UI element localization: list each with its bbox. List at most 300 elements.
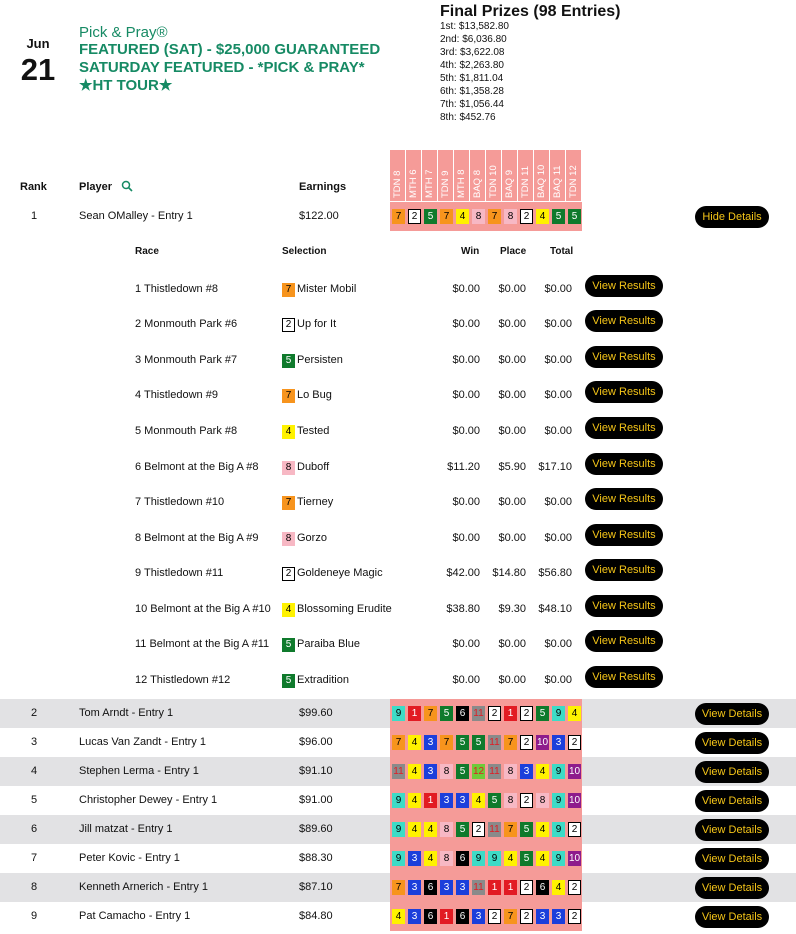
total-cell: $0.00: [544, 532, 572, 544]
pick-badge: 12: [473, 766, 485, 777]
pick-badge: 9: [392, 706, 405, 721]
place-cell: $0.00: [498, 638, 526, 650]
pick-badge: 2: [520, 909, 533, 924]
pick-badge: 4: [392, 909, 405, 924]
race-column-header: [502, 150, 518, 201]
pick-badge: 1: [408, 706, 421, 721]
hide-details-button[interactable]: Hide Details: [695, 206, 769, 228]
pick-badge: 11: [473, 708, 484, 719]
total-cell: $0.00: [544, 674, 572, 686]
pick-badge: 3: [408, 851, 421, 866]
picks-strip: [390, 699, 582, 728]
pick-badge: 9: [392, 851, 405, 866]
pick-badge: 3: [408, 909, 421, 924]
player-header: Player: [79, 181, 113, 193]
pick-badge: 7: [440, 735, 453, 750]
win-cell: $0.00: [452, 354, 480, 366]
event-title-line: FEATURED (SAT) - $25,000 GUARANTEED: [79, 41, 381, 58]
total-cell: $0.00: [544, 496, 572, 508]
pick-badge: 4: [408, 735, 421, 750]
horse-name: Paraiba Blue: [297, 638, 360, 650]
earnings-header: Earnings: [299, 181, 347, 193]
event-title: [79, 24, 419, 95]
event-month: Jun: [26, 36, 50, 51]
player-cell: Jill matzat - Entry 1: [79, 823, 173, 835]
race-column-label: BAQ 11: [552, 165, 563, 198]
place-header: Place: [500, 246, 527, 257]
race-column-header: [486, 150, 502, 201]
search-icon[interactable]: [121, 180, 133, 192]
prizes-heading: Final Prizes (98 Entries): [440, 3, 621, 20]
saddle-number: 4: [282, 425, 295, 439]
place-cell: $0.00: [498, 425, 526, 437]
pick-badge: 9: [552, 764, 565, 779]
view-details-button[interactable]: View Details: [695, 703, 769, 725]
win-header: Win: [461, 246, 480, 257]
event-title-line: SATURDAY FEATURED - *PICK & PRAY*: [79, 59, 365, 76]
pick-badge: 3: [456, 793, 469, 808]
pick-badge: 5: [536, 706, 549, 721]
prize-item: 7th: $1,056.44: [440, 99, 504, 110]
win-cell: $42.00: [446, 567, 480, 579]
view-results-button[interactable]: View Results: [585, 559, 663, 581]
picks-strip: [390, 902, 582, 931]
pick-badge: 3: [424, 735, 437, 750]
pick-badge: 3: [536, 909, 549, 924]
rank-cell: 3: [31, 736, 38, 748]
win-cell: $11.20: [447, 461, 480, 473]
race-column-label: MTH 7: [424, 169, 435, 198]
view-results-button[interactable]: View Results: [585, 417, 663, 439]
pick-badge: 2: [520, 706, 533, 721]
pick-badge: 4: [536, 822, 549, 837]
earnings-cell: $91.00: [299, 794, 333, 806]
race-column-label: MTH 8: [456, 169, 467, 198]
prize-item: 6th: $1,358.28: [440, 86, 504, 97]
place-cell: $0.00: [498, 674, 526, 686]
race-cell: 11 Belmont at the Big A #11: [135, 638, 270, 650]
pick-badge: 11: [489, 824, 500, 835]
horse-name: Up for It: [297, 318, 337, 330]
pick-badge: 7: [392, 880, 405, 895]
pick-badge: 1: [504, 706, 517, 721]
race-cell: 3 Monmouth Park #7: [135, 354, 238, 366]
pick-badge: 8: [472, 209, 485, 224]
selection-header: Selection: [282, 246, 327, 257]
saddle-number: 2: [282, 318, 295, 332]
pick-badge: 5: [456, 764, 469, 779]
table-row: [0, 202, 796, 231]
horse-name: Tested: [297, 425, 330, 437]
horse-name: Lo Bug: [297, 389, 332, 401]
race-column-header: [438, 150, 454, 201]
pick-badge: 7: [504, 735, 517, 750]
event-title-line: ★HT TOUR★: [79, 77, 173, 94]
race-cell: 1 Thistledown #8: [135, 283, 218, 295]
pick-badge: 4: [408, 822, 421, 837]
pick-badge: 8: [504, 209, 517, 224]
pick-badge: 2: [568, 735, 581, 750]
detail-row: [0, 557, 796, 592]
pick-badge: 2: [472, 822, 485, 837]
race-column-label: TDN 10: [488, 165, 499, 198]
view-results-button[interactable]: View Results: [585, 275, 663, 297]
pick-badge: 3: [408, 880, 421, 895]
place-cell: $9.30: [498, 603, 526, 615]
pick-badge: 10: [569, 795, 581, 806]
detail-row: [0, 451, 796, 486]
saddle-number: 5: [282, 638, 295, 652]
detail-row: [0, 486, 796, 521]
total-cell: $48.10: [538, 603, 572, 615]
pick-badge: 5: [520, 851, 533, 866]
place-cell: $0.00: [498, 389, 526, 401]
place-cell: $0.00: [498, 354, 526, 366]
view-results-button[interactable]: View Results: [585, 381, 663, 403]
detail-row: [0, 308, 796, 343]
pick-badge: 1: [424, 793, 437, 808]
race-column-header: [518, 150, 534, 201]
view-details-button[interactable]: View Details: [695, 732, 769, 754]
pick-badge: 9: [392, 822, 405, 837]
total-cell: $0.00: [544, 283, 572, 295]
pick-badge: 1: [440, 909, 453, 924]
player-cell: Sean OMalley - Entry 1: [79, 210, 193, 222]
detail-row: [0, 522, 796, 557]
race-column-label: TDN 9: [440, 170, 451, 198]
pick-badge: 1: [488, 880, 501, 895]
pick-badge: 1: [504, 880, 517, 895]
pick-badge: 7: [504, 909, 517, 924]
pick-badge: 8: [440, 764, 453, 779]
pick-badge: 9: [488, 851, 501, 866]
saddle-number: 8: [282, 532, 295, 546]
player-cell: Lucas Van Zandt - Entry 1: [79, 736, 206, 748]
race-column-label: TDN 11: [520, 165, 531, 198]
place-cell: $5.90: [498, 461, 526, 473]
race-cell: 10 Belmont at the Big A #10: [135, 603, 271, 615]
earnings-cell: $99.60: [299, 707, 333, 719]
detail-row: [0, 664, 796, 699]
view-details-button[interactable]: View Details: [695, 848, 769, 870]
win-cell: $0.00: [452, 283, 480, 295]
pick-badge: 4: [552, 880, 565, 895]
pick-badge: 3: [456, 880, 469, 895]
pick-badge: 9: [552, 822, 565, 837]
race-column-label: MTH 6: [408, 169, 419, 198]
pick-badge: 4: [456, 209, 469, 224]
horse-name: Gorzo: [297, 532, 327, 544]
total-cell: $0.00: [544, 389, 572, 401]
horse-name: Persisten: [297, 354, 343, 366]
pick-badge: 7: [424, 706, 437, 721]
pick-badge: 5: [456, 735, 469, 750]
win-cell: $38.80: [446, 603, 480, 615]
race-column-header: [422, 150, 438, 201]
rank-cell: 7: [31, 852, 38, 864]
pick-badge: 2: [488, 909, 501, 924]
pick-badge: 4: [504, 851, 517, 866]
total-cell: $0.00: [544, 638, 572, 650]
pick-badge: 7: [488, 209, 501, 224]
race-cell: 12 Thistledown #12: [135, 674, 231, 686]
view-results-button[interactable]: View Results: [585, 453, 663, 475]
pick-badge: 3: [440, 880, 453, 895]
race-cell: 4 Thistledown #9: [135, 389, 218, 401]
view-details-button[interactable]: View Details: [695, 761, 769, 783]
pick-badge: 5: [424, 209, 437, 224]
total-header: Total: [550, 246, 574, 257]
table-row: [0, 815, 796, 844]
pick-badge: 10: [537, 737, 549, 748]
total-cell: $0.00: [544, 425, 572, 437]
pick-badge: 4: [408, 764, 421, 779]
pick-badge: 2: [520, 880, 533, 895]
total-cell: $17.10: [538, 461, 572, 473]
view-details-button[interactable]: View Details: [695, 790, 769, 812]
pick-badge: 4: [536, 764, 549, 779]
race-column-header: [406, 150, 422, 201]
earnings-cell: $84.80: [299, 910, 333, 922]
earnings-cell: $88.30: [299, 852, 333, 864]
rank-cell: 8: [31, 881, 38, 893]
player-cell: Kenneth Arnerich - Entry 1: [79, 881, 209, 893]
pick-badge: 2: [568, 822, 581, 837]
pick-badge: 2: [568, 880, 581, 895]
event-date: [20, 36, 56, 87]
pick-badge: 2: [488, 706, 501, 721]
horse-name: Goldeneye Magic: [297, 567, 383, 579]
race-column-header: [566, 150, 582, 201]
pick-badge: 6: [456, 909, 469, 924]
pick-badge: 2: [520, 209, 533, 224]
saddle-number: 8: [282, 461, 295, 475]
picks-strip: [390, 757, 582, 786]
pick-badge: 6: [424, 880, 437, 895]
saddle-number: 7: [282, 389, 295, 403]
pick-badge: 4: [568, 706, 581, 721]
pick-badge: 9: [552, 706, 565, 721]
place-cell: $0.00: [498, 532, 526, 544]
table-row: [0, 786, 796, 815]
saddle-number: 5: [282, 354, 295, 368]
pick-badge: 9: [552, 793, 565, 808]
detail-row: [0, 379, 796, 414]
detail-row: [0, 273, 796, 308]
saddle-number: 7: [282, 283, 295, 297]
pick-badge: 2: [568, 909, 581, 924]
pick-badge: 6: [424, 909, 437, 924]
race-header: Race: [135, 246, 159, 257]
pick-badge: 6: [536, 880, 549, 895]
pick-badge: 5: [472, 735, 485, 750]
win-cell: $0.00: [452, 496, 480, 508]
view-results-button[interactable]: View Results: [585, 310, 663, 332]
table-row: [0, 757, 796, 786]
prize-item: 1st: $13,582.80: [440, 21, 509, 32]
pick-badge: 6: [456, 706, 469, 721]
horse-name: Duboff: [297, 461, 330, 473]
table-row: [0, 728, 796, 757]
race-cell: 7 Thistledown #10: [135, 496, 225, 508]
pick-badge: 3: [520, 764, 533, 779]
pick-badge: 7: [440, 209, 453, 224]
race-cell: 8 Belmont at the Big A #9: [135, 532, 259, 544]
view-results-button[interactable]: View Results: [585, 595, 663, 617]
table-row: [0, 844, 796, 873]
pick-badge: 10: [569, 853, 581, 864]
pick-badge: 7: [392, 735, 405, 750]
race-column-label: TDN 12: [568, 165, 579, 198]
pick-badge: 5: [488, 793, 501, 808]
pick-badge: 11: [393, 766, 404, 777]
win-cell: $0.00: [452, 674, 480, 686]
table-row: [0, 699, 796, 728]
view-results-button[interactable]: View Results: [585, 346, 663, 368]
race-column-header: [550, 150, 566, 201]
pick-badge: 5: [520, 822, 533, 837]
win-cell: $0.00: [452, 425, 480, 437]
pick-badge: 8: [504, 764, 517, 779]
pick-badge: 5: [568, 209, 581, 224]
picks-strip: [390, 202, 582, 231]
pick-badge: 7: [392, 209, 405, 224]
view-details-button[interactable]: View Details: [695, 906, 769, 928]
saddle-number: 7: [282, 496, 295, 510]
pick-badge: 4: [408, 793, 421, 808]
rank-cell: 4: [31, 765, 38, 777]
race-column-label: TDN 8: [392, 170, 403, 198]
pick-badge: 11: [473, 882, 484, 893]
pick-badge: 4: [536, 851, 549, 866]
detail-row: [0, 593, 796, 628]
prize-item: 8th: $452.76: [440, 112, 496, 123]
earnings-cell: $87.10: [299, 881, 333, 893]
total-cell: $56.80: [538, 567, 572, 579]
event-day: 21: [20, 52, 56, 87]
earnings-cell: $89.60: [299, 823, 333, 835]
race-column-headers: [390, 150, 582, 201]
pick-badge: 10: [569, 766, 581, 777]
pick-badge: 9: [552, 851, 565, 866]
pick-badge: 6: [456, 851, 469, 866]
player-cell: Pat Camacho - Entry 1: [79, 910, 191, 922]
pick-badge: 11: [489, 766, 500, 777]
pick-badge: 4: [424, 822, 437, 837]
player-cell: Stephen Lerma - Entry 1: [79, 765, 199, 777]
rank-cell: 1: [31, 210, 38, 222]
player-cell: Peter Kovic - Entry 1: [79, 852, 180, 864]
horse-name: Mister Mobil: [297, 283, 357, 295]
pick-badge: 4: [472, 793, 485, 808]
detail-row: [0, 415, 796, 450]
race-cell: 2 Monmouth Park #6: [135, 318, 238, 330]
saddle-number: 2: [282, 567, 295, 581]
prize-item: 2nd: $6,036.80: [440, 34, 507, 45]
place-cell: $14.80: [492, 567, 526, 579]
final-prizes: [440, 3, 621, 124]
win-cell: $0.00: [452, 638, 480, 650]
win-cell: $0.00: [452, 318, 480, 330]
pick-badge: 9: [472, 851, 485, 866]
pick-badge: 5: [440, 706, 453, 721]
pick-badge: 5: [552, 209, 565, 224]
pick-badge: 3: [552, 735, 565, 750]
view-details-button[interactable]: View Details: [695, 819, 769, 841]
pick-badge: 2: [408, 209, 421, 224]
race-cell: 6 Belmont at the Big A #8: [135, 461, 259, 473]
place-cell: $0.00: [498, 318, 526, 330]
place-cell: $0.00: [498, 496, 526, 508]
event-brand: Pick & Pray®: [79, 24, 168, 41]
pick-badge: 5: [456, 822, 469, 837]
picks-strip: [390, 786, 582, 815]
player-cell: Christopher Dewey - Entry 1: [79, 794, 218, 806]
horse-name: Tierney: [297, 496, 334, 508]
horse-name: Blossoming Erudite: [297, 603, 392, 615]
earnings-cell: $96.00: [299, 736, 333, 748]
saddle-number: 4: [282, 603, 295, 617]
pick-badge: 8: [440, 822, 453, 837]
race-cell: 5 Monmouth Park #8: [135, 425, 238, 437]
view-results-button[interactable]: View Results: [585, 666, 663, 688]
race-column-header: [454, 150, 470, 201]
saddle-number: 5: [282, 674, 295, 688]
picks-strip: [390, 873, 582, 902]
pick-badge: 8: [440, 851, 453, 866]
earnings-cell: $122.00: [299, 210, 339, 222]
pick-badge: 2: [520, 793, 533, 808]
pick-badge: 4: [536, 209, 549, 224]
race-column-label: BAQ 8: [472, 170, 483, 198]
prize-item: 5th: $1,811.04: [440, 73, 504, 84]
place-cell: $0.00: [498, 283, 526, 295]
pick-badge: 3: [424, 764, 437, 779]
table-row: [0, 873, 796, 902]
view-results-button[interactable]: View Results: [585, 488, 663, 510]
view-details-button[interactable]: View Details: [695, 877, 769, 899]
race-cell: 9 Thistledown #11: [135, 567, 224, 579]
race-column-label: BAQ 9: [504, 170, 515, 198]
win-cell: $0.00: [452, 532, 480, 544]
pick-badge: 7: [504, 822, 517, 837]
detail-row: [0, 344, 796, 379]
rank-cell: 9: [31, 910, 38, 922]
player-cell: Tom Arndt - Entry 1: [79, 707, 174, 719]
pick-badge: 3: [440, 793, 453, 808]
rank-header: Rank: [20, 181, 47, 193]
picks-strip: [390, 844, 582, 873]
pick-badge: 3: [552, 909, 565, 924]
race-column-header: [390, 150, 406, 201]
prize-item: 3rd: $3,622.08: [440, 47, 505, 58]
rank-cell: 2: [31, 707, 38, 719]
picks-strip: [390, 815, 582, 844]
win-cell: $0.00: [452, 389, 480, 401]
picks-strip: [390, 728, 582, 757]
pick-badge: 8: [536, 793, 549, 808]
prize-item: 4th: $2,263.80: [440, 60, 504, 71]
earnings-cell: $91.10: [299, 765, 333, 777]
rank-cell: 6: [31, 823, 38, 835]
view-results-button[interactable]: View Results: [585, 524, 663, 546]
pick-badge: 4: [424, 851, 437, 866]
table-row: [0, 902, 796, 931]
pick-badge: 9: [392, 793, 405, 808]
race-column-label: BAQ 10: [536, 164, 547, 198]
horse-name: Extradition: [297, 674, 349, 686]
view-results-button[interactable]: View Results: [585, 630, 663, 652]
